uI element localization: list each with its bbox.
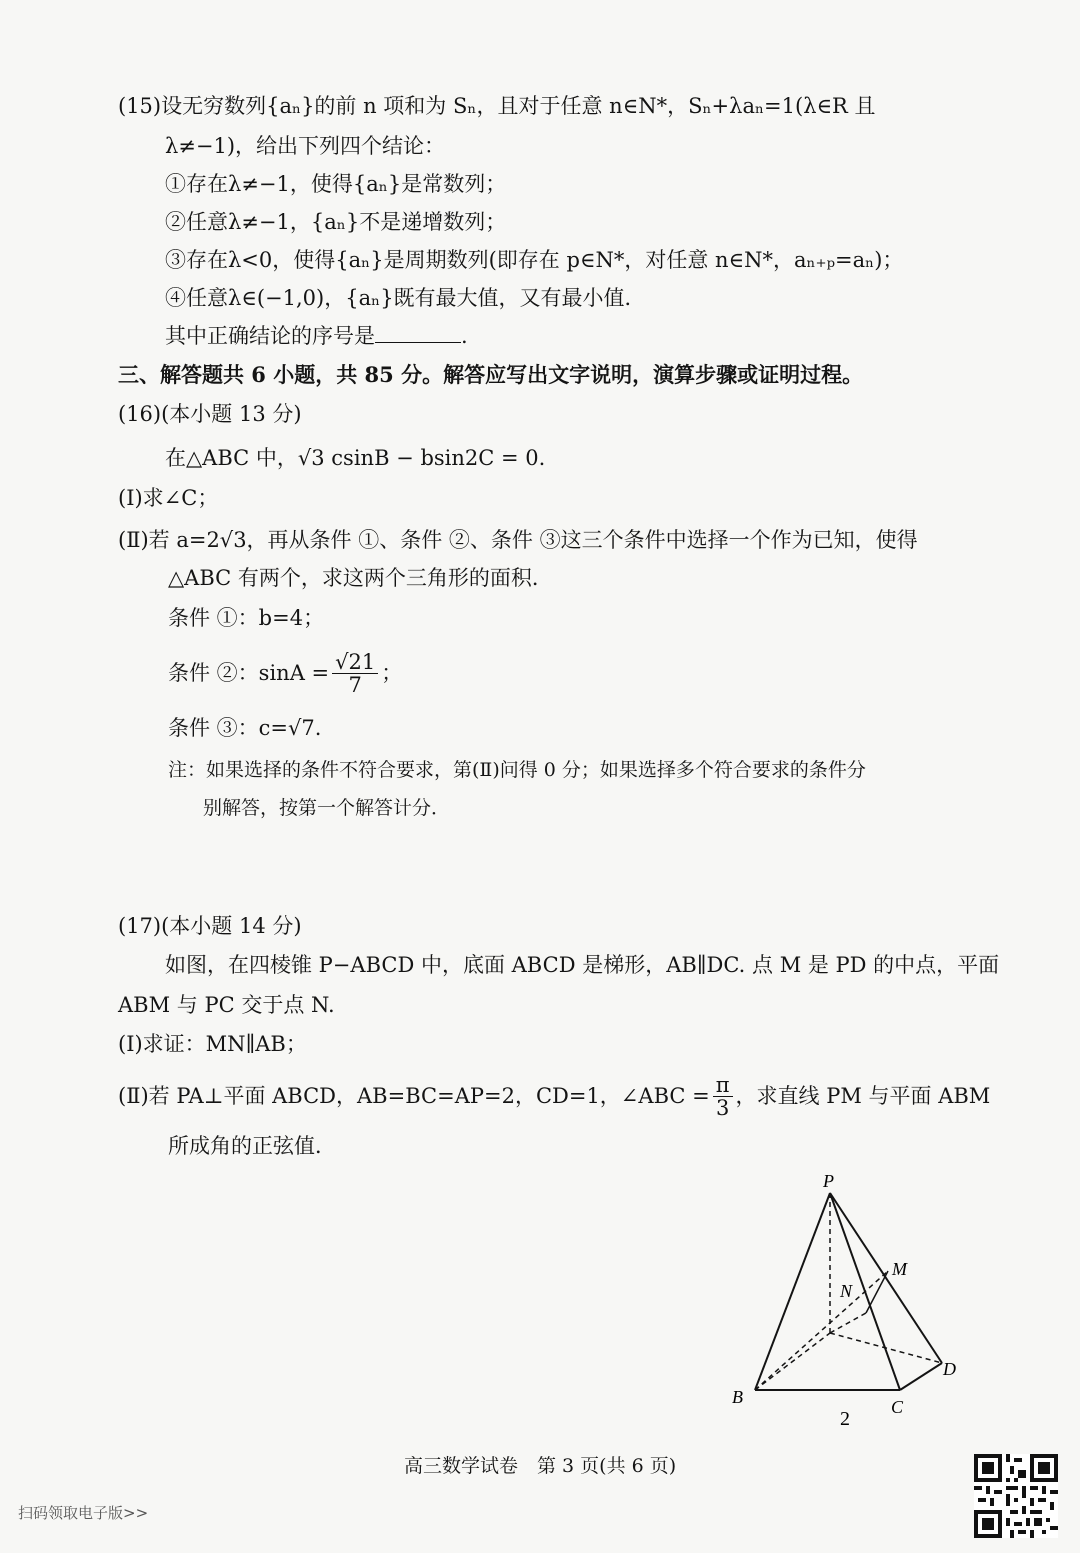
q16-condition-2-label: 条件 ②：sinA = xyxy=(168,661,330,685)
label-D: D xyxy=(943,1359,956,1379)
q15-line2: λ≠−1)，给出下列四个结论： xyxy=(165,134,446,158)
q17-part2-text: (Ⅱ)若 PA⊥平面 ABCD，AB=BC=AP=2，CD=1，∠ABC = xyxy=(118,1084,710,1108)
fraction-denominator: 3 xyxy=(715,1095,730,1120)
section-heading: 三、解答题共 6 小题，共 85 分。解答应写出文字说明，演算步骤或证明过程。 xyxy=(118,362,864,387)
q17-part2-line2: 所成角的正弦值． xyxy=(168,1134,336,1158)
fraction-denominator: 7 xyxy=(348,672,362,697)
segment-MN xyxy=(866,1271,888,1313)
edge-PD xyxy=(830,1193,942,1363)
q16-condition-1: 条件 ①：b=4； xyxy=(168,606,325,630)
q16-part2-line2: △ABC 有两个，求这两个三角形的面积． xyxy=(168,566,553,590)
q16-part1: (Ⅰ)求∠C； xyxy=(118,486,219,510)
q16-stem: 在△ABC 中，√3 csinB − bsin2C = 0. xyxy=(165,446,546,470)
handwritten-mark: 2 xyxy=(840,1408,850,1430)
q15-line1: (15)设无穷数列{aₙ}的前 n 项和为 Sₙ，且对于任意 n∈N*，Sₙ+λaₙ=1(λ∈R 且 xyxy=(118,94,876,118)
q17-stem-line2: ABM 与 PC 交于点 N. xyxy=(118,993,335,1017)
label-N: N xyxy=(840,1281,853,1301)
q16-part2-line1: (Ⅱ)若 a=2√3，再从条件 ①、条件 ②、条件 ③这三个条件中选择一个作为已知，使得 xyxy=(118,528,918,552)
label-P: P xyxy=(823,1171,834,1191)
pyramid-figure xyxy=(720,1165,980,1430)
label-C: C xyxy=(891,1397,904,1417)
q15-ask-text: 其中正确结论的序号是 xyxy=(165,324,375,348)
q16-condition-2-end: ； xyxy=(381,661,403,685)
segment-BM xyxy=(755,1271,888,1390)
fraction-numerator: √21 xyxy=(332,651,378,674)
q15-question xyxy=(165,322,468,350)
q17-part1: (Ⅰ)求证：MN∥AB； xyxy=(118,1032,307,1056)
q16-heading: (16)(本小题 13 分) xyxy=(118,402,302,426)
page-footer: 高三数学试卷 第 3 页(共 6 页) xyxy=(404,1455,677,1477)
edge-CD xyxy=(900,1363,942,1390)
q15-conclusion-1: ①存在λ≠−1，使得{aₙ}是常数列； xyxy=(165,172,507,196)
q17-heading: (17)(本小题 14 分) xyxy=(118,914,302,938)
q17-stem-line1: 如图，在四棱锥 P−ABCD 中，底面 ABCD 是梯形，AB∥DC. 点 M 是 PD 的中点，平面 xyxy=(165,953,1000,977)
q16-note-line2: 别解答，按第一个解答计分． xyxy=(203,797,451,819)
q15-period: . xyxy=(461,324,468,348)
answer-blank xyxy=(375,322,461,343)
q15-conclusion-4: ④任意λ∈(−1,0)，{aₙ}既有最大值，又有最小值． xyxy=(165,286,646,310)
watermark-text: 扫码领取电子版>> xyxy=(18,1504,149,1522)
sinA-fraction xyxy=(332,651,378,696)
q17-part2-line1 xyxy=(118,1070,990,1122)
q15-conclusion-2: ②任意λ≠−1，{aₙ}不是递增数列； xyxy=(165,210,507,234)
qr-code-icon[interactable] xyxy=(974,1454,1058,1538)
label-M: M xyxy=(892,1259,907,1279)
fraction-numerator: π xyxy=(713,1074,733,1097)
q16-condition-3: 条件 ③：c=√7. xyxy=(168,716,322,740)
segment-AN xyxy=(830,1313,866,1333)
q16-condition-2 xyxy=(168,645,402,701)
angle-fraction xyxy=(713,1074,733,1119)
edge-PB xyxy=(755,1193,830,1390)
q17-part2-text-end: ，求直线 PM 与平面 ABM xyxy=(735,1084,991,1108)
q15-conclusion-3: ③存在λ<0，使得{aₙ}是周期数列(即存在 p∈N*，对任意 n∈N*，aₙ₊ₚ=aₙ)； xyxy=(165,248,904,272)
q16-note-line1: 注：如果选择的条件不符合要求，第(Ⅱ)问得 0 分；如果选择多个符合要求的条件分 xyxy=(168,759,866,781)
label-B: B xyxy=(732,1387,743,1407)
